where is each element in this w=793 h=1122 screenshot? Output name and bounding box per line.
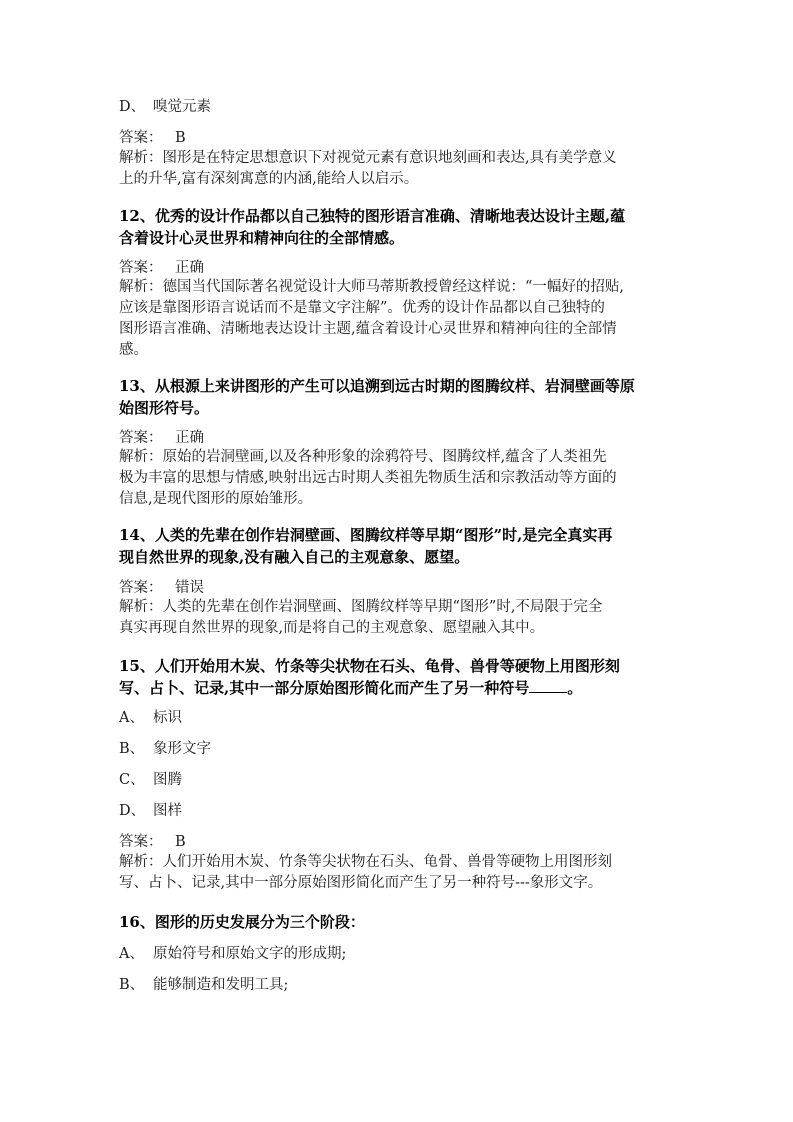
answer-line: 答案： 正确 bbox=[119, 260, 204, 276]
question-12: 12、优秀的设计作品都以自己独特的图形语言准确、清晰地表达设计主题,蕴 含着设计心灵世界和精神向往的全部情感。 bbox=[119, 207, 626, 247]
option-b: B、 能够制造和发明工具; bbox=[119, 977, 289, 993]
analysis-block: 解析：人们开始用木炭、竹条等尖状物在石头、龟骨、兽骨等硬物上用图形刻 写、占卜、记录,其中一部分原始图形简化而产生了另一种符号---象形文字。 bbox=[119, 854, 612, 891]
option-a: A、 原始符号和原始文字的形成期; bbox=[119, 946, 347, 962]
option-d: D、 图样 bbox=[119, 803, 182, 819]
analysis-block: 解析：图形是在特定思想意识下对视觉元素有意识地刻画和表达,具有美学意义 上的升华,富有深刻寓意的内涵,能给人以启示。 bbox=[119, 150, 617, 187]
analysis-block: 解析：原始的岩洞壁画,以及各种形象的涂鸦符号、图腾纹样,蕴含了人类祖先 极为丰富的思想与情感,映射出远古时期人类祖先物质生活和宗教活动等方面的 信息,是现代图形的原始雏形。 bbox=[119, 449, 617, 507]
option-c: C、 图腾 bbox=[119, 772, 182, 788]
question-16: 16、图形的历史发展分为三个阶段： bbox=[119, 913, 365, 931]
analysis-block: 解析：人类的先辈在创作岩洞壁画、图腾纹样等早期“图形”时,不局限于完全 真实再现自然世界的现象,而是将自己的主观意象、愿望融入其中。 bbox=[119, 599, 603, 636]
analysis-block: 解析：德国当代国际著名视觉设计大师马蒂斯教授曾经这样说：“一幅好的招贴, 应该是靠图形语言说话而不是靠文字注解”。优秀的设计作品都以自己独特的 图形语言准确、清晰地表达设计主题,蕴含着设计心灵世界和精神向往的全部情 感。 bbox=[119, 279, 625, 358]
option-d: D、 嗅觉元素 bbox=[119, 99, 211, 115]
question-14: 14、人类的先辈在创作岩洞壁画、图腾纹样等早期“图形”时,是完全真实再 现自然世界的现象,没有融入自己的主观意象、愿望。 bbox=[119, 526, 613, 566]
option-b: B、 象形文字 bbox=[119, 741, 211, 757]
answer-blank bbox=[529, 678, 567, 693]
answer-line: 答案： B bbox=[119, 130, 186, 146]
option-a: A、 标识 bbox=[119, 710, 182, 726]
answer-line: 答案： 正确 bbox=[119, 430, 204, 446]
answer-line: 答案： B bbox=[119, 834, 186, 850]
question-13: 13、从根源上来讲图形的产生可以追溯到远古时期的图腾纹样、岩洞壁画等原 始图形符号。 bbox=[119, 377, 635, 417]
answer-line: 答案： 错误 bbox=[119, 580, 204, 596]
question-15: 15、人们开始用木炭、竹条等尖状物在石头、龟骨、兽骨等硬物上用图形刻 写、占卜、记录,其中一部分原始图形简化而产生了另一种符号 。 bbox=[119, 657, 620, 697]
